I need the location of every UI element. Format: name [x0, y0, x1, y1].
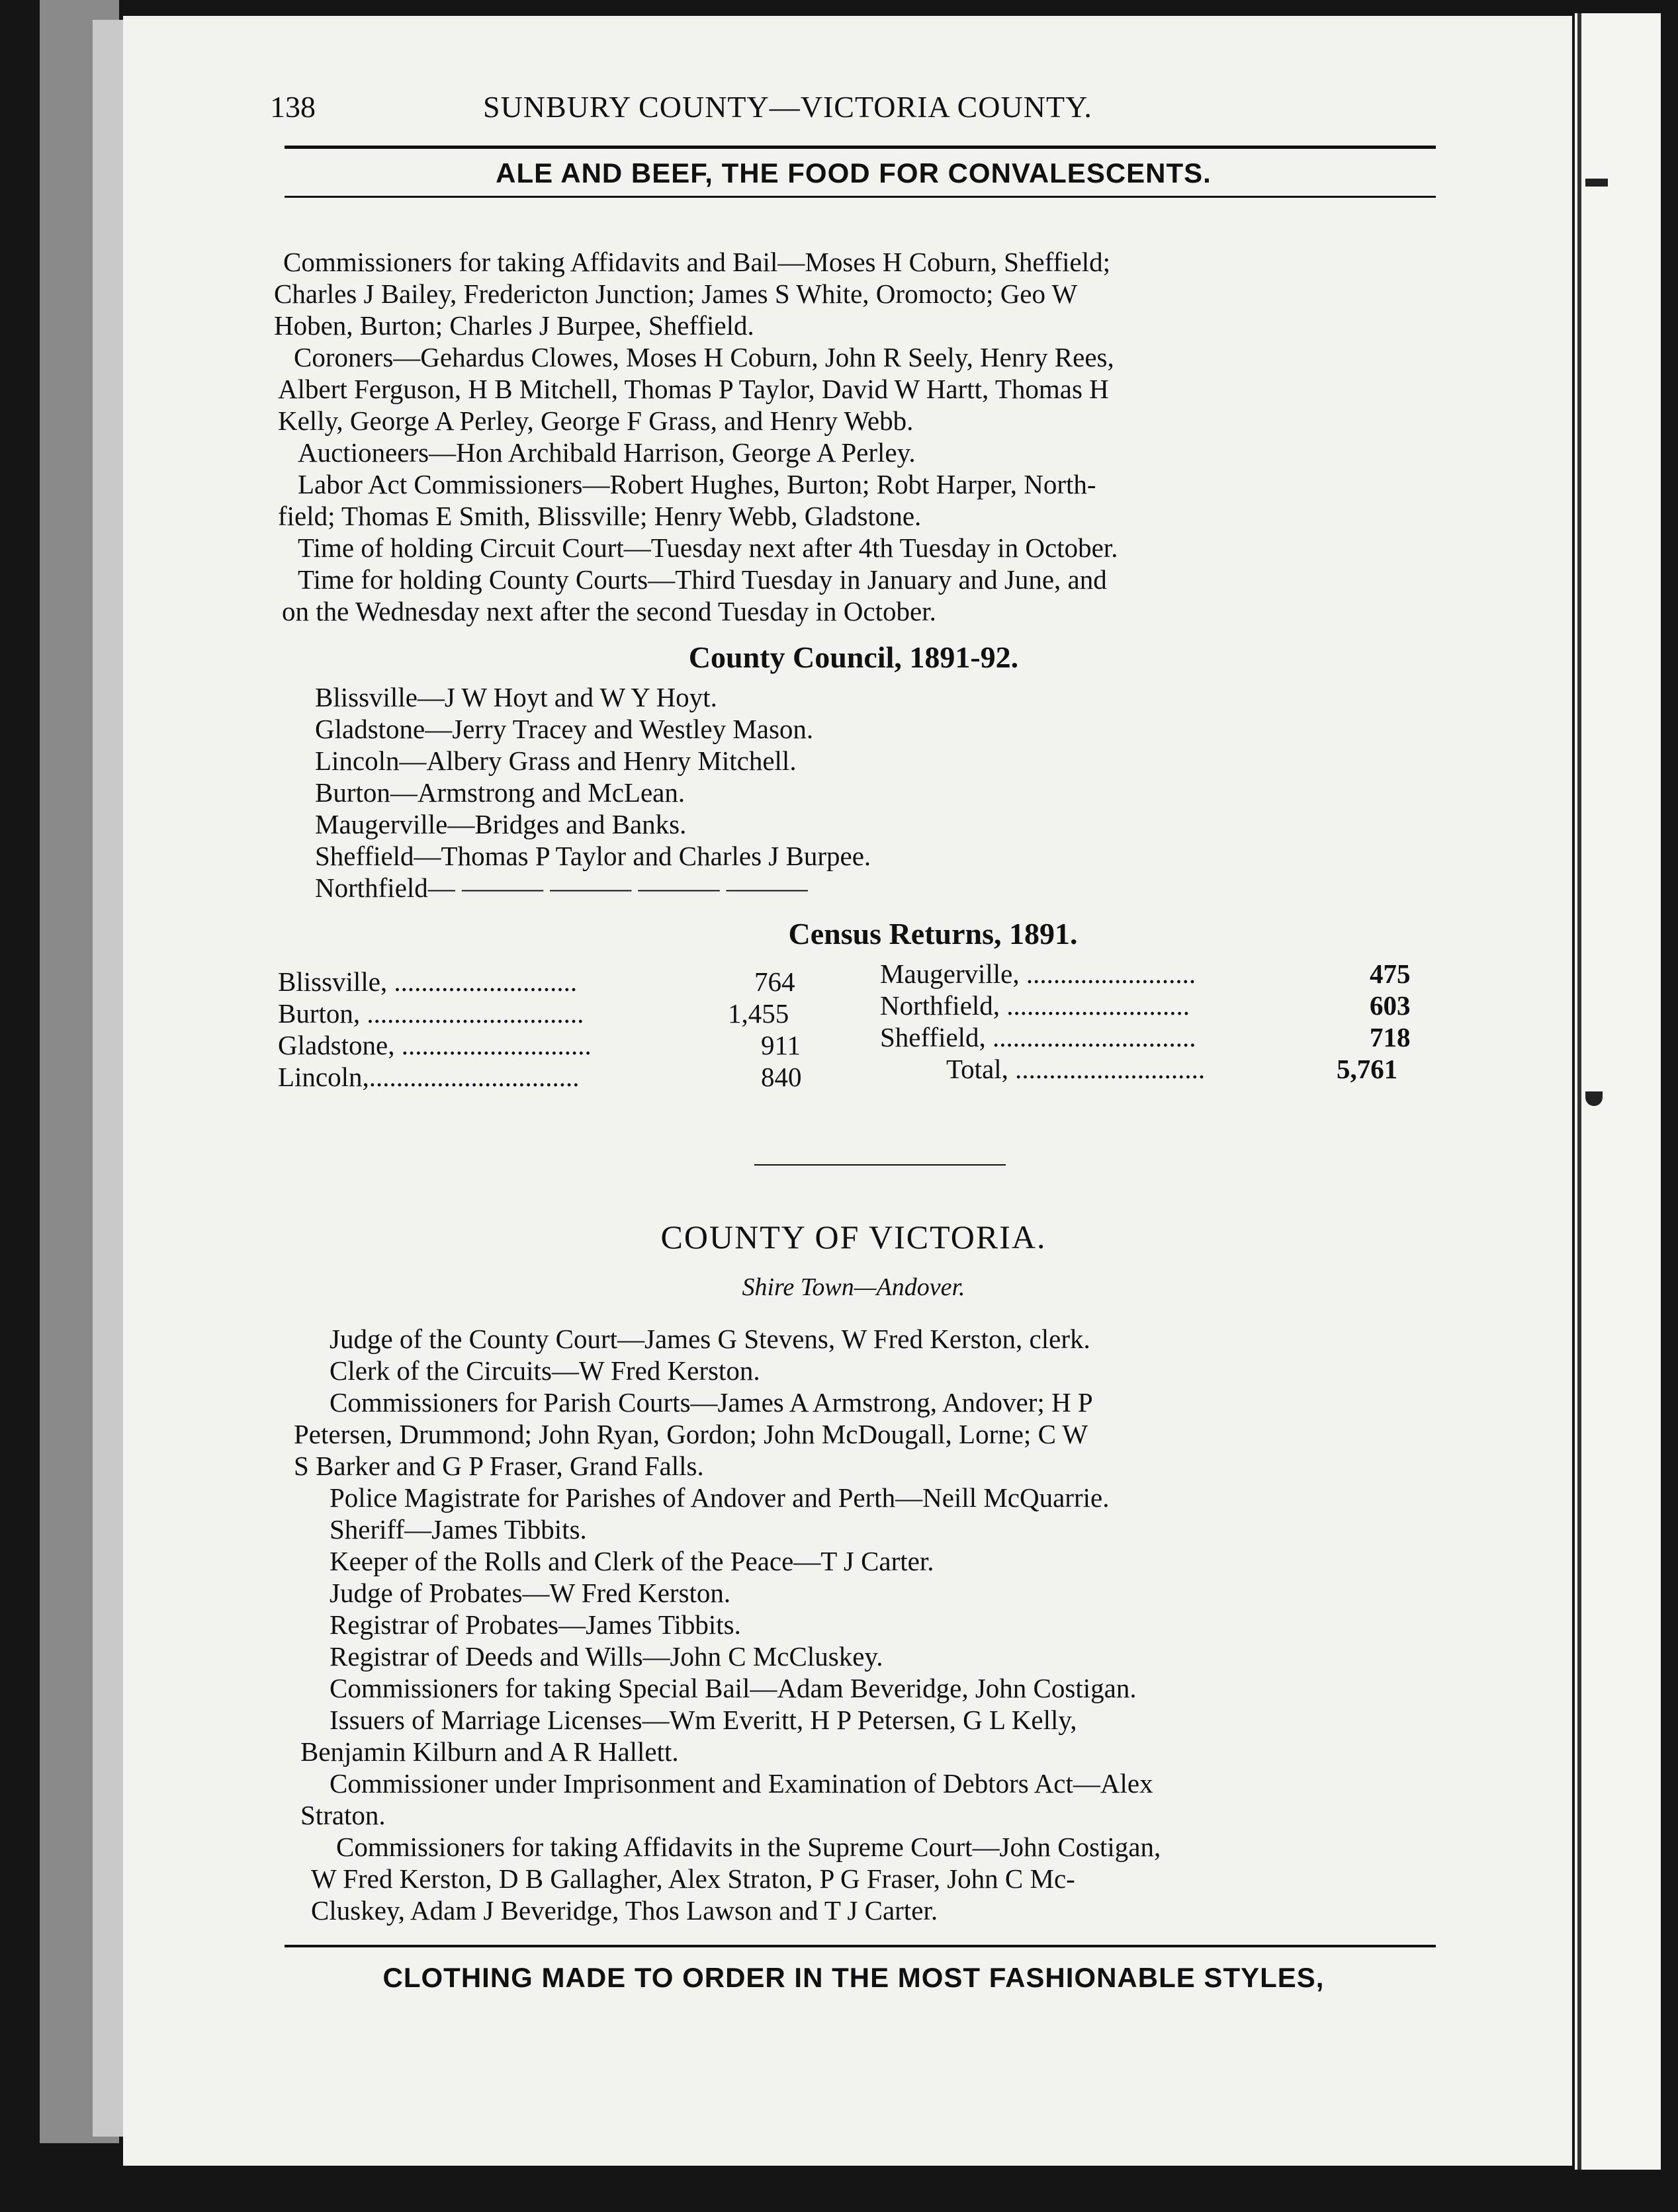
text-line: Keeper of the Rolls and Clerk of the Peace—T J Carter.: [330, 1546, 934, 1576]
banner-rule: [285, 196, 1436, 198]
census-place: Blissville, ...........................: [278, 966, 578, 997]
text-line: Time for holding County Courts—Third Tuesday in January and June, and: [298, 564, 1107, 595]
text-line: Clerk of the Circuits—W Fred Kerston.: [330, 1355, 760, 1386]
census-place: Northfield, ...........................: [880, 990, 1190, 1021]
text-line: Judge of Probates—W Fred Kerston.: [330, 1578, 731, 1608]
text-line: Petersen, Drummond; John Ryan, Gordon; John McDougall, Lorne; C W: [294, 1419, 1088, 1449]
text-line: Albert Ferguson, H B Mitchell, Thomas P Taylor, David W Hartt, Thomas H: [278, 374, 1109, 404]
text-line: Issuers of Marriage Licenses—Wm Everitt, H P Petersen, G L Kelly,: [330, 1705, 1077, 1735]
text-line: Sheriff—James Tibbits.: [330, 1514, 587, 1545]
text-line: Police Magistrate for Parishes of Andover and Perth—Neill McQuarrie.: [330, 1482, 1110, 1513]
text-line: Commissioners for taking Affidavits and Bail—Moses H Coburn, Sheffield;: [283, 247, 1111, 277]
footer-rule: [285, 1945, 1436, 1947]
page-number: 138: [270, 90, 316, 124]
gutter-line: [1577, 13, 1581, 2170]
list-item: Maugerville—Bridges and Banks.: [315, 809, 687, 839]
text-line: S Barker and G P Fraser, Grand Falls.: [294, 1451, 704, 1481]
bottom-banner: CLOTHING MADE TO ORDER IN THE MOST FASHIONABLE STYLES,: [382, 1962, 1325, 1993]
census-place: Burton, ................................: [278, 998, 584, 1029]
text-line: Registrar of Deeds and Wills—John C McCluskey.: [330, 1641, 883, 1672]
victoria-subtitle: Shire Town—Andover.: [742, 1273, 965, 1301]
census-place: Sheffield, ..............................: [880, 1022, 1196, 1052]
margin-mark: [1585, 179, 1608, 187]
text-line: Commissioners for taking Special Bail—Adam Beveridge, John Costigan.: [330, 1673, 1137, 1703]
census-heading: Census Returns, 1891.: [788, 917, 1078, 951]
census-place: Gladstone, ............................: [278, 1030, 592, 1060]
list-item: Blissville—J W Hoyt and W Y Hoyt.: [315, 682, 717, 712]
text-line: Charles J Bailey, Fredericton Junction; James S White, Oromocto; Geo W: [274, 278, 1078, 309]
census-place: Total, ............................: [946, 1054, 1206, 1084]
census-value: 1,455: [728, 998, 789, 1029]
census-value: 718: [1370, 1022, 1411, 1052]
text-line: on the Wednesday next after the second Tuesday in October.: [282, 596, 936, 626]
list-item: Northfield— ——— ——— ——— ———: [315, 872, 808, 903]
text-line: Straton.: [300, 1800, 386, 1830]
census-value: 475: [1370, 958, 1411, 989]
list-item: Sheffield—Thomas P Taylor and Charles J Burpee.: [315, 841, 871, 871]
text-line: Kelly, George A Perley, George F Grass, and Henry Webb.: [278, 405, 914, 436]
list-item: Gladstone—Jerry Tracey and Westley Mason.: [315, 714, 814, 744]
census-place: Lincoln,...............................: [278, 1062, 580, 1092]
text-line: Commissioners for Parish Courts—James A Armstrong, Andover; H P: [330, 1387, 1093, 1418]
text-line: Time of holding Circuit Court—Tuesday next after 4th Tuesday in October.: [298, 532, 1118, 563]
census-value: 911: [761, 1030, 801, 1060]
list-item: Burton—Armstrong and McLean.: [315, 777, 685, 808]
census-value: 5,761: [1337, 1054, 1398, 1084]
text-line: Coroners—Gehardus Clowes, Moses H Coburn, John R Seely, Henry Rees,: [294, 342, 1114, 372]
council-heading: County Council, 1891-92.: [688, 640, 1019, 674]
text-line: Judge of the County Court—James G Stevens, W Fred Kerston, clerk.: [330, 1324, 1090, 1354]
text-line: Registrar of Probates—James Tibbits.: [330, 1609, 741, 1640]
header-rule: [285, 146, 1436, 149]
text-line: Labor Act Commissioners—Robert Hughes, Burton; Robt Harper, North-: [298, 469, 1096, 499]
text-line: Cluskey, Adam J Beveridge, Thos Lawson and T J Carter.: [311, 1895, 938, 1926]
text-line: Hoben, Burton; Charles J Burpee, Sheffield.: [274, 310, 754, 341]
census-value: 840: [761, 1062, 802, 1092]
list-item: Lincoln—Albery Grass and Henry Mitchell.: [315, 745, 797, 776]
document-page: [251, 46, 1456, 2150]
census-value: 764: [754, 966, 795, 997]
census-value: 603: [1370, 990, 1411, 1021]
section-divider: [754, 1164, 1006, 1166]
victoria-heading: COUNTY OF VICTORIA.: [660, 1218, 1047, 1255]
text-line: W Fred Kerston, D B Gallagher, Alex Straton, P G Fraser, John C Mc-: [311, 1863, 1075, 1894]
text-line: Commissioner under Imprisonment and Examination of Debtors Act—Alex: [330, 1768, 1153, 1799]
top-banner: ALE AND BEEF, THE FOOD FOR CONVALESCENTS.: [496, 157, 1212, 189]
text-line: field; Thomas E Smith, Blissville; Henry Webb, Gladstone.: [278, 501, 922, 531]
running-title: SUNBURY COUNTY—VICTORIA COUNTY.: [483, 90, 1092, 124]
text-line: Benjamin Kilburn and A R Hallett.: [300, 1736, 679, 1767]
text-line: Auctioneers—Hon Archibald Harrison, George A Perley.: [298, 437, 916, 468]
census-place: Maugerville, .........................: [880, 958, 1196, 989]
text-line: Commissioners for taking Affidavits in the Supreme Court—John Costigan,: [336, 1832, 1161, 1862]
